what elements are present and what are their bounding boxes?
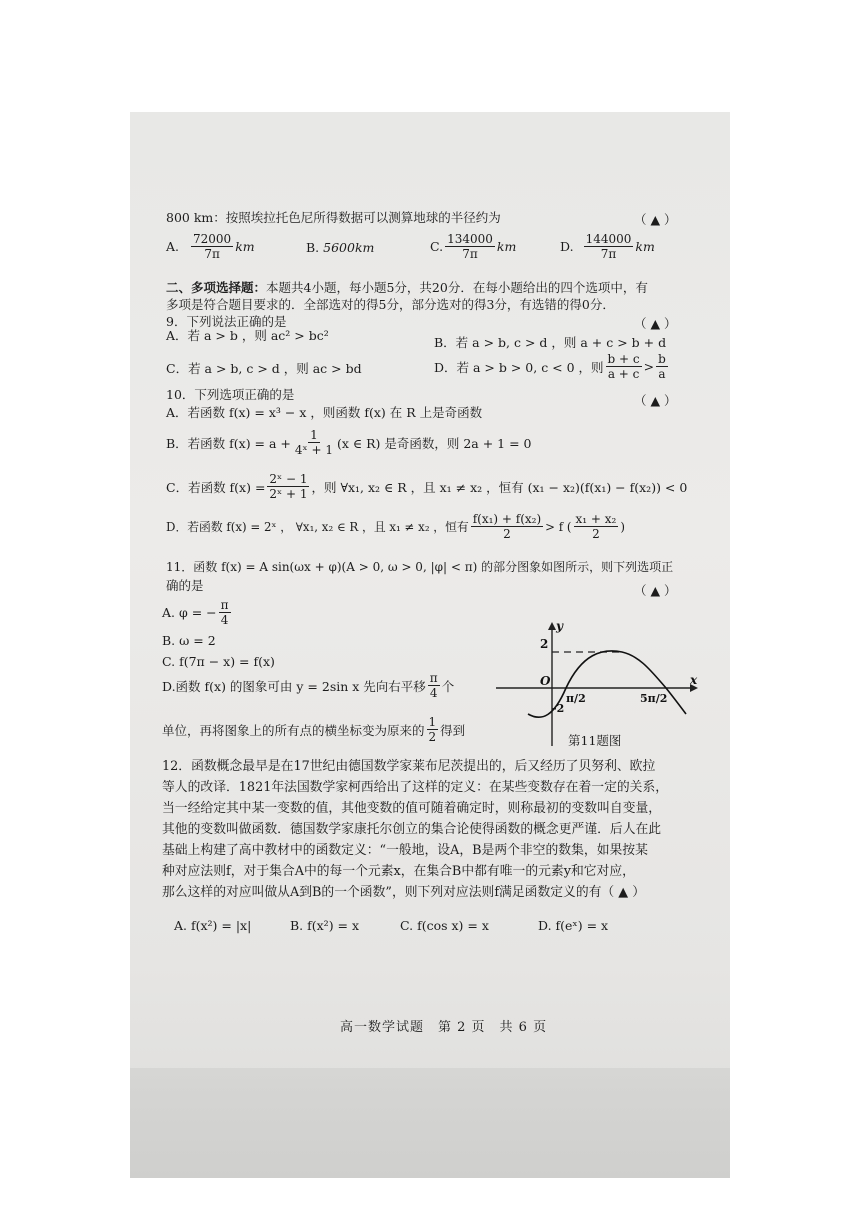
q8-option-c-fraction (445, 232, 495, 261)
fraction-numerator: 134000 (447, 232, 493, 246)
q10-option-c-pre: C．若函数 f(x) = (166, 479, 266, 495)
fraction-numerator: π (220, 598, 229, 612)
fraction-denominator: 4 (220, 613, 229, 627)
section2-intro-line1 (166, 280, 648, 296)
q10-option-b-post: (x ∈ R) 是奇函数，则 2a + 1 = 0 (336, 435, 532, 451)
q12-option-d: D. f(eˣ) = x (538, 918, 609, 933)
fraction-denominator: a (658, 367, 666, 381)
q10-option-c-fraction (267, 472, 309, 501)
q11-option-d-line2-pre: 单位，再将图象上的所有点的横坐标变为原来的 (162, 722, 425, 738)
q12-option-c: C. f(cos x) = x (400, 918, 489, 933)
q8-option-a-fraction (191, 232, 233, 261)
q10-option-d-compare: > f ( (545, 519, 572, 534)
q11-option-d-continued (162, 715, 465, 744)
fraction-denominator: 7π (600, 247, 617, 261)
q12-line: 基础上构建了高中教材中的函数定义：“一般地，设A，B是两个非空的数集，如果按某 (162, 843, 648, 858)
q8-option-b (306, 240, 374, 255)
y-axis-arrow-icon (548, 622, 556, 630)
fraction-denominator: a + c (607, 367, 640, 381)
fraction-numerator: 2ˣ − 1 (269, 472, 308, 486)
q11-option-d-pre: D.函数 f(x) 的图象可由 y = 2sin x 先向右平移 (162, 678, 426, 694)
fraction-numerator: π (429, 671, 438, 685)
q9-option-b: B．若 a > b, c > d ，则 a + c > b + d (434, 335, 667, 350)
section2-intro-text: 本题共4小题，每小题5分，共20分．在每小题给出的四个选项中，有 (266, 280, 648, 295)
q8-option-c-label: C. (430, 239, 444, 254)
y-min-label: -2 (552, 702, 565, 715)
x-tick-label-2: 5π/2 (640, 692, 668, 705)
q11-figure (490, 618, 710, 750)
q11-option-d-line2-fraction (427, 715, 439, 744)
q10-option-b-pre: B．若函数 f(x) = a + (166, 435, 291, 451)
q12-line: 等人的改译．1821年法国数学家柯西给出了这样的定义：在某些变数存在着一定的关系， (162, 780, 669, 795)
q10-stem: 10．下列选项正确的是 (166, 387, 295, 402)
q9-answer-mark: （ ▲ ） (634, 316, 677, 331)
y-axis-label: y (556, 619, 563, 633)
fraction-numerator: 1 (310, 428, 318, 442)
origin-label: O (540, 674, 551, 688)
fraction-denominator: 7π (462, 247, 478, 261)
q12-option-a: A. f(x²) = |x| (174, 918, 252, 933)
fraction-denominator: 2 (592, 527, 600, 541)
q11-stem-line1: 11．函数 f(x) = A sin(ωx + φ)(A > 0, ω > 0, |φ| < π) 的部分图象如图所示，则下列选项正 (166, 560, 674, 574)
q11-option-d-line2-post: 得到 (440, 722, 466, 738)
q8-option-d-label: D. (560, 239, 574, 254)
q9-option-d-compare: > (643, 359, 655, 374)
unit: km (635, 239, 655, 254)
q8-answer-mark: （ ▲ ） (634, 212, 677, 227)
q11-option-d-fraction (428, 671, 440, 700)
page-footer: 高一数学试题 第 2 页 共 6 页 (340, 1020, 548, 1035)
q11-option-a-fraction (219, 598, 231, 627)
q11-answer-mark: （ ▲ ） (634, 583, 677, 598)
section2-heading: 二、多项选择题： (166, 280, 267, 295)
unit: km (496, 239, 517, 254)
fraction-denominator: 4ˣ + 1 (294, 443, 333, 457)
fraction-denominator: 7π (204, 247, 220, 261)
q12-line: 种对应法则f，对于集合A中的每一个元素x，在集合B中都有唯一的元素y和它对应， (162, 864, 635, 879)
q11-option-c: C. f(7π − x) = f(x) (162, 654, 275, 669)
q12-line: 当一经给定其中某一变数的值，其他变数的值可随着确定时，则称最初的变数叫自变量， (162, 801, 662, 816)
q9-option-d-text: D．若 a > b > 0, c < 0 ，则 (434, 359, 604, 375)
q10-option-d-fraction-1 (471, 512, 543, 541)
fraction-denominator: 4 (429, 686, 438, 700)
y-max-label: 2 (540, 637, 549, 651)
q12-paragraph (162, 756, 684, 903)
fraction-numerator: x₁ + x₂ (575, 512, 617, 526)
paper-shadow (130, 1068, 730, 1178)
q10-option-b-fraction (293, 428, 335, 457)
q11-option-d (162, 671, 454, 700)
q10-option-b (166, 428, 531, 457)
q8-option-a-label: A. (166, 239, 180, 254)
q8-option-b-label: B. (306, 240, 320, 255)
unit: km (235, 239, 255, 254)
q10-option-d (166, 512, 625, 541)
q11-stem-line2: 确的是 (166, 578, 204, 593)
q11-option-a (162, 598, 233, 627)
q12-line: 其他的变数叫做函数．德国数学家康托尔创立的集合论使得函数的概念更严谨．后人在此 (162, 822, 662, 837)
q9-option-d-fraction-2 (656, 352, 668, 381)
fraction-denominator: 2 (428, 730, 437, 744)
q9-stem: 9．下列说法正确的是 (166, 314, 287, 329)
q8-option-b-text: 5600km (323, 240, 375, 255)
q9-option-a: A．若 a > b ，则 ac² > bc² (166, 328, 329, 343)
q12-line: 12．函数概念最早是在17世纪由德国数学家莱布尼茨提出的，后又经历了贝努利、欧拉 (162, 759, 656, 774)
fraction-numerator: b (658, 352, 666, 366)
q10-option-c (166, 472, 687, 501)
q9-option-d-fraction-1 (606, 352, 642, 381)
q11-option-b: B. ω = 2 (162, 633, 216, 648)
q10-option-c-post: ，则 ∀x₁, x₂ ∈ R ，且 x₁ ≠ x₂ ，恒有 (x₁ − x₂)(f(x₁) − f(x₂)) < 0 (311, 479, 688, 495)
q11-option-a-pre: A. φ = − (162, 605, 217, 620)
x-tick-label-1: π/2 (566, 692, 586, 705)
q10-option-d-pre: D．若函数 f(x) = 2ˣ ， ∀x₁, x₂ ∈ R ，且 x₁ ≠ x₂ ，恒有 (166, 520, 469, 534)
q10-option-d-post: ) (620, 519, 625, 534)
q9-option-d (434, 352, 670, 381)
q9-option-c: C．若 a > b, c > d ，则 ac > bd (166, 361, 362, 376)
fraction-numerator: 72000 (193, 232, 232, 246)
q8-option-a (166, 232, 255, 261)
fraction-denominator: 2 (503, 527, 511, 541)
q11-figure-caption: 第11题图 (568, 733, 622, 748)
q8-option-d-fraction (584, 232, 634, 261)
q10-answer-mark: （ ▲ ） (634, 393, 677, 408)
q10-option-a: A．若函数 f(x) = x³ − x ，则函数 f(x) 在 R 上是奇函数 (166, 405, 483, 420)
q12-option-b: B. f(x²) = x (290, 918, 360, 933)
fraction-numerator: f(x₁) + f(x₂) (472, 512, 542, 526)
fraction-denominator: 2ˣ + 1 (269, 487, 308, 501)
q8-stem: 800 km：按照埃拉托色尼所得数据可以测算地球的半径约为 (166, 210, 501, 225)
q8-option-c (430, 232, 516, 261)
q11-option-d-post: 个 (441, 678, 455, 694)
fraction-numerator: 1 (428, 715, 437, 729)
fraction-numerator: b + c (607, 352, 640, 366)
q8-option-d (560, 232, 655, 261)
fraction-numerator: 144000 (585, 232, 632, 246)
section2-intro-line2: 多项是符合题目要求的．全部选对的得5分，部分选对的得3分，有选错的得0分． (166, 297, 615, 312)
x-axis-label: x (690, 673, 698, 687)
q12-line: 那么这样的对应叫做从A到B的一个函数”，则下列对应法则f满足函数定义的有（ ▲ ） (162, 885, 645, 900)
q10-option-d-fraction-2 (574, 512, 619, 541)
